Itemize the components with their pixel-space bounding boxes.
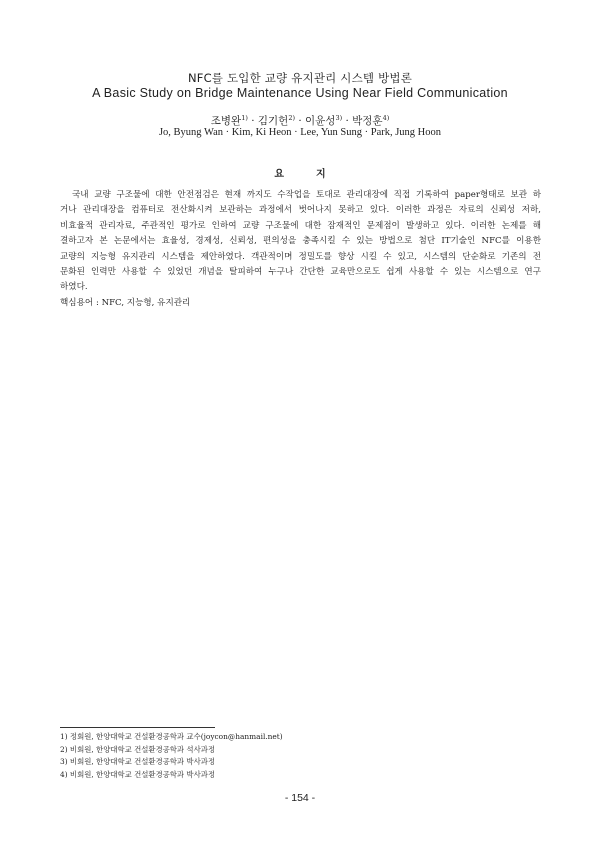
author-name: 조병완 (210, 115, 242, 127)
abstract-line: 비효율적 관리자료, 주관적인 평가로 인하여 교량 구조물에 대한 잠재적인 문제점이 발생하고 있다. 이러한 논제를 해 (60, 220, 541, 231)
abstract-body (60, 188, 541, 296)
page-number: - 154 - (284, 792, 316, 804)
paper-title-english: A Basic Study on Bridge Maintenance Using Near Field Communication (92, 86, 508, 100)
author-footnote-mark: 1) (241, 114, 248, 122)
abstract-line: 문화된 인력만 사용할 수 있었던 개념을 탈피하여 누구나 간단한 교육만으로도 쉽게 사용할 수 있는 시스템으로 연구 (60, 266, 541, 277)
abstract-line: 국내 교량 구조물에 대한 안전점검은 현재 까지도 수작업을 토대로 관리대장에 직접 기록하여 paper형태로 보관 하 (72, 190, 541, 200)
abstract-line: 하였다. (60, 282, 88, 293)
abstract-line: 교량의 지능형 유지관리 시스템을 제안하였다. 객관적이며 정밀도를 향상 시킬 수 있고, 시스템의 단순화로 기존의 전 (60, 251, 541, 262)
keywords-line: 핵심용어 : NFC, 지능형, 유지관리 (60, 298, 191, 308)
abstract-line: 결하고자 본 논문에서는 효율성, 경제성, 신뢰성, 편의성을 충족시킬 수 있는 방법으로 첨단 IT기술인 NFC를 이용한 (60, 236, 541, 247)
author-footnote-mark: 4) (382, 114, 390, 122)
author-list-english: Jo, Byung Wan · Kim, Ki Heon · Lee, Yun Sung · Park, Jung Hoon (158, 127, 442, 138)
author-separator: · (294, 115, 305, 127)
footnote: 1) 정회원, 한양대학교 건설환경공학과 교수(joycon@hanmail.net) (60, 732, 283, 741)
author-list-korean (0, 113, 600, 128)
author-separator: · (247, 115, 258, 127)
footnote: 2) 비회원, 한양대학교 건설환경공학과 석사과정 (60, 744, 215, 754)
author-separator: · (342, 115, 353, 127)
abstract-heading: 요지 (274, 169, 358, 180)
footnote: 4) 비회원, 한양대학교 건설환경공학과 박사과정 (60, 769, 215, 779)
paper-title-korean: NFC를 도입한 교량 유지관리 시스템 방법론 (187, 71, 413, 85)
footnote-list (60, 731, 540, 781)
author-footnote-mark: 2) (288, 114, 295, 122)
author-name: 김기헌 (257, 115, 289, 127)
author-name: 이윤성 (305, 115, 336, 127)
footnote-divider (60, 727, 215, 728)
abstract-line: 거나 관리대장을 컴퓨터로 전산화시켜 보관하는 과정에서 벗어나지 못하고 있다. 이러한 과정은 자료의 신뢰성 저하, (60, 205, 541, 216)
footnote: 3) 비회원, 한양대학교 건설환경공학과 박사과정 (60, 757, 215, 767)
author-name: 박정훈 (352, 115, 383, 127)
author-footnote-mark: 3) (335, 114, 343, 122)
